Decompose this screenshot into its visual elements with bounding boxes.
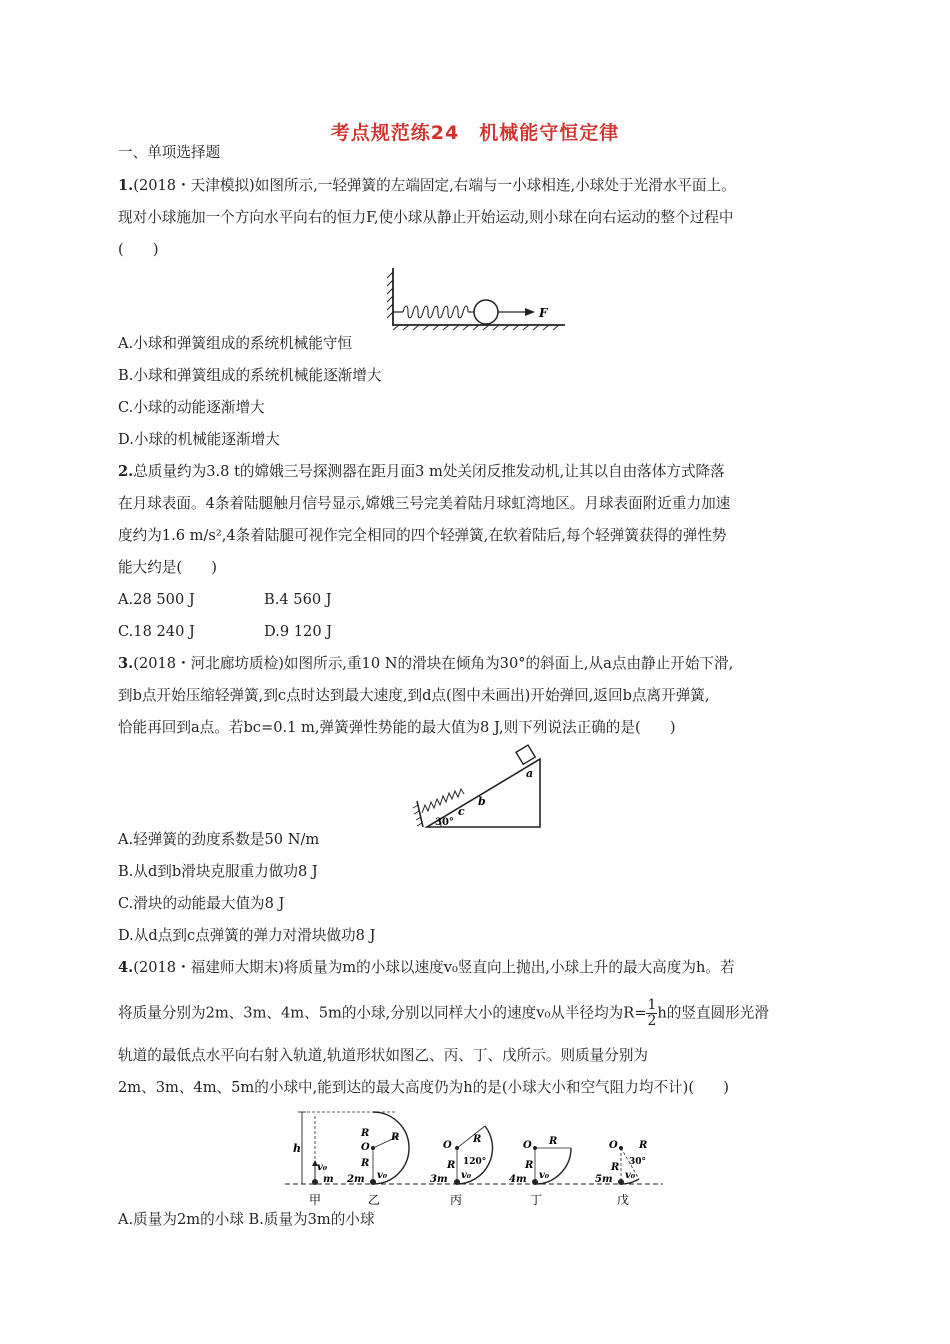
svg-text:R: R xyxy=(525,1160,534,1171)
svg-text:v₀: v₀ xyxy=(539,1170,550,1181)
svg-text:R: R xyxy=(639,1140,648,1151)
q2-line-3: 度约为1.6 m/s²,4条着陆腿可视作完全相同的四个轻弹簧,在软着陆后,每个轻弹簧获得的弹性势 xyxy=(118,527,727,544)
q2-option-d: D.9 120 J xyxy=(264,623,333,640)
svg-text:4m: 4m xyxy=(509,1174,527,1185)
svg-text:30°: 30° xyxy=(629,1157,647,1167)
q3-angle-label: 30° xyxy=(435,817,454,828)
q3-incline-figure xyxy=(405,745,545,830)
q2-line-1: 2.总质量约为3.8 t的嫦娥三号探测器在距月面3 m处关闭反推发动机,让其以自由落体方式降落 xyxy=(118,463,725,480)
svg-text:3m: 3m xyxy=(430,1174,448,1185)
q1-option-a: A.小球和弹簧组成的系统机械能守恒 xyxy=(118,335,353,352)
q3-number: 3. xyxy=(118,655,134,672)
q4-tracks-figure xyxy=(285,1108,665,1208)
svg-text:O: O xyxy=(443,1140,452,1151)
svg-text:R: R xyxy=(361,1158,370,1169)
q1-option-d: D.小球的机械能逐渐增大 xyxy=(118,431,280,448)
q2-option-c: C.18 240 J xyxy=(118,623,195,640)
q4-number: 4. xyxy=(118,959,134,976)
q2-option-b: B.4 560 J xyxy=(264,591,332,608)
q4-line-2: 将质量分别为2m、3m、4m、5m的小球,分别以同样大小的速度v₀从半径均为R= $\frac{1}{2}$ h的竖直圆形光滑 xyxy=(118,997,769,1029)
svg-text:v₀: v₀ xyxy=(377,1170,388,1181)
svg-text:120°: 120° xyxy=(463,1157,487,1167)
q4-label-ding: 丁 xyxy=(530,1193,543,1207)
svg-text:R: R xyxy=(549,1136,558,1147)
q4-line-1: 4.(2018・福建师大期末)将质量为m的小球以速度v₀竖直向上抛出,小球上升的最大高度为h。若 xyxy=(118,959,735,976)
q4-options-ab: A.质量为2m的小球 B.质量为3m的小球 xyxy=(118,1211,375,1228)
q3-point-a: a xyxy=(526,767,534,780)
q1-spring-figure xyxy=(385,268,570,330)
q4-line-4: 2m、3m、4m、5m的小球中,能到达的最大高度仍为h的是(小球大小和空气阻力均不计)( ) xyxy=(118,1079,729,1096)
q1-force-label: F xyxy=(539,306,548,320)
svg-text:R: R xyxy=(447,1160,456,1171)
q4-label-bing: 丙 xyxy=(450,1193,463,1207)
q2-option-a: A.28 500 J xyxy=(118,591,195,608)
svg-text:R: R xyxy=(391,1132,400,1143)
q3-line-2: 到b点开始压缩轻弹簧,到c点时达到最大速度,到d点(图中未画出)开始弹回,返回b点离开弹簧, xyxy=(118,687,710,704)
section-heading: 一、单项选择题 xyxy=(118,144,221,161)
q2-line-4: 能大约是( ) xyxy=(118,559,217,576)
svg-text:m: m xyxy=(323,1174,334,1185)
q1-line-3: ( ) xyxy=(118,241,159,258)
svg-text:v₀: v₀ xyxy=(461,1170,472,1181)
q3-option-b: B.从d到b滑块克服重力做功8 J xyxy=(118,863,318,880)
q4-label-jia: 甲 xyxy=(309,1193,322,1207)
q2-number: 2. xyxy=(118,463,134,480)
q3-option-c: C.滑块的动能最大值为8 J xyxy=(118,895,285,912)
q2-line-2: 在月球表面。4条着陆腿触月信号显示,嫦娥三号完美着陆月球虹湾地区。月球表面附近重力加速 xyxy=(118,495,731,512)
svg-text:R: R xyxy=(473,1134,482,1145)
svg-text:v₀: v₀ xyxy=(625,1170,636,1181)
svg-text:O: O xyxy=(523,1140,532,1151)
svg-text:2m: 2m xyxy=(347,1174,365,1185)
q1-option-c: C.小球的动能逐渐增大 xyxy=(118,399,265,416)
q3-point-b: b xyxy=(478,795,486,808)
q1-number: 1. xyxy=(118,177,134,194)
q1-line-2: 现对小球施加一个方向水平向右的恒力F,使小球从静止开始运动,则小球在向右运动的整个过程中 xyxy=(118,209,734,226)
svg-text:O: O xyxy=(361,1142,370,1153)
q1-line-1: 1.(2018・天津模拟)如图所示,一轻弹簧的左端固定,右端与一小球相连,小球处于光滑水平面上。 xyxy=(118,177,736,194)
q3-line-3: 恰能再回到a点。若bc=0.1 m,弹簧弹性势能的最大值为8 J,则下列说法正确的是( ) xyxy=(118,719,676,736)
q4-label-yi: 乙 xyxy=(368,1193,381,1207)
svg-text:h: h xyxy=(293,1142,301,1155)
svg-text:R: R xyxy=(361,1128,370,1139)
q3-point-c: c xyxy=(458,805,465,818)
q4-label-wu: 戊 xyxy=(617,1193,630,1207)
svg-text:R: R xyxy=(611,1162,620,1173)
q4-line-3: 轨道的最低点水平向右射入轨道,轨道形状如图乙、丙、丁、戊所示。则质量分别为 xyxy=(118,1047,649,1064)
q3-option-d: D.从d点到c点弹簧的弹力对滑块做功8 J xyxy=(118,927,376,944)
page-title: 考点规范练24 机械能守恒定律 xyxy=(330,122,620,144)
q3-option-a: A.轻弹簧的劲度系数是50 N/m xyxy=(118,831,320,848)
svg-text:5m: 5m xyxy=(595,1174,613,1185)
q1-option-b: B.小球和弹簧组成的系统机械能逐渐增大 xyxy=(118,367,382,384)
svg-text:v₀: v₀ xyxy=(317,1162,328,1173)
q3-line-1: 3.(2018・河北廊坊质检)如图所示,重10 N的滑块在倾角为30°的斜面上,从a点由静止开始下滑, xyxy=(118,655,734,672)
svg-text:O: O xyxy=(609,1140,618,1151)
q4-fraction: $\frac{1}{2}$ xyxy=(647,997,657,1029)
